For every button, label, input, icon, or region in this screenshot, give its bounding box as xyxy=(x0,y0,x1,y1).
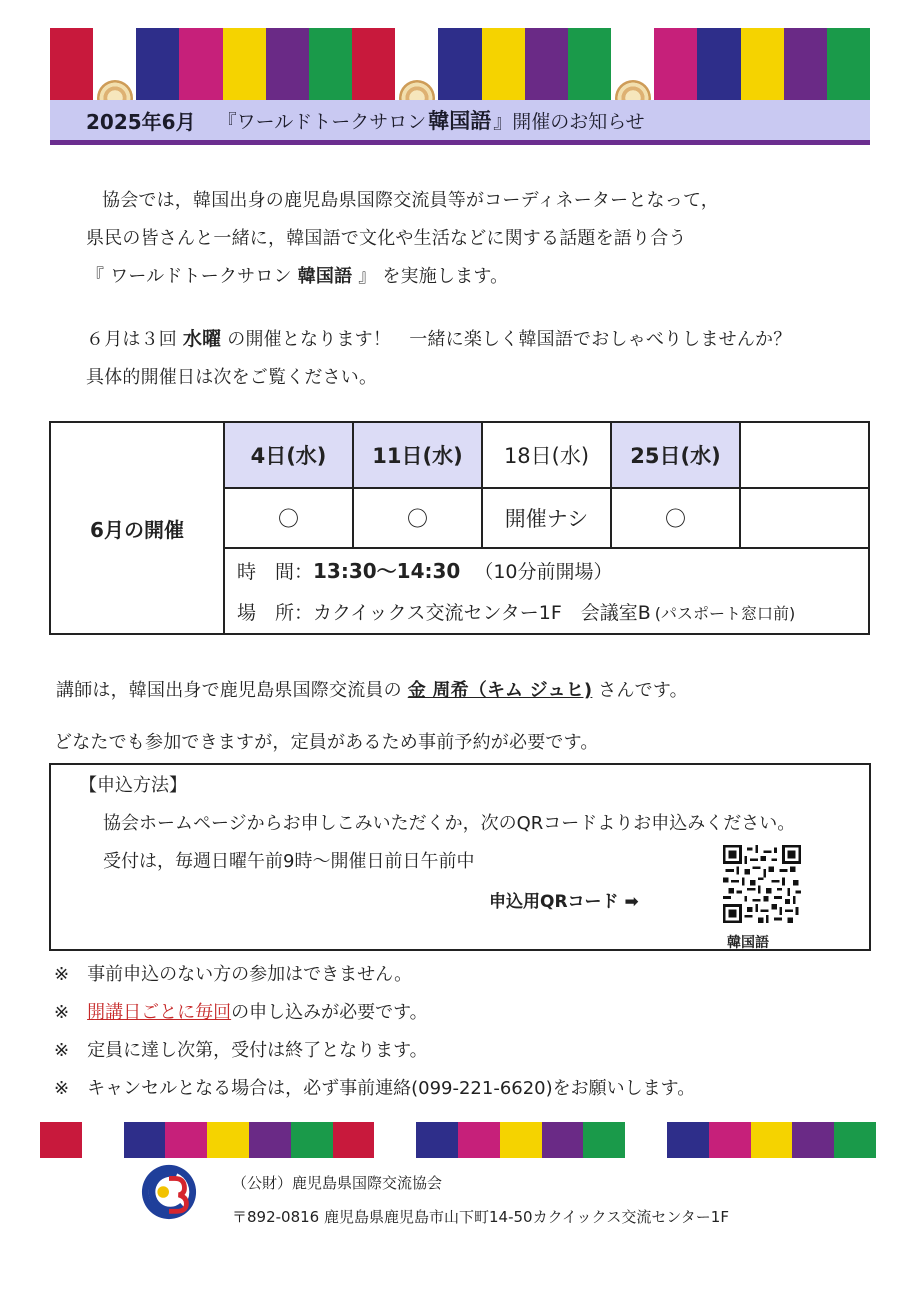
time-label: 時 間： xyxy=(237,561,314,583)
top-decorative-banner xyxy=(50,28,870,100)
place-row xyxy=(237,591,868,633)
banner-stripe xyxy=(834,1122,876,1158)
day-cell: 11日(水) xyxy=(353,422,482,488)
intro-line-3-pre: 『 ワールドトークサロン xyxy=(86,266,298,287)
note-text: の申し込みが必要です。 xyxy=(231,1002,428,1023)
title-post: 』開催のお知らせ xyxy=(493,110,645,133)
apply-line-1: 協会ホームページからお申しこみいただくか，次のQRコードよりお申込みください。 xyxy=(103,813,796,834)
banner-stripe xyxy=(124,1122,166,1158)
schedule-label: 6月の開催 xyxy=(50,422,224,634)
banner-stripe xyxy=(709,1122,751,1158)
banner-stripe xyxy=(416,1122,458,1158)
banner-stripe xyxy=(542,1122,584,1158)
banner-stripe xyxy=(179,28,222,100)
bottom-decorative-banner xyxy=(40,1122,876,1158)
intro-paragraph xyxy=(86,182,719,296)
status-cell xyxy=(740,488,869,548)
banner-stripe xyxy=(266,28,309,100)
status-cell: 〇 xyxy=(611,488,740,548)
teacher-post: さんです。 xyxy=(592,680,688,701)
banner-stripe xyxy=(93,28,136,100)
banner-stripe xyxy=(654,28,697,100)
qr-label: 韓国語 xyxy=(727,935,769,951)
apply-heading: 【申込方法】 xyxy=(79,775,187,796)
banner-stripe xyxy=(207,1122,249,1158)
announce-post: の開催となります！ 一緒に楽しく韓国語でおしゃべりしませんか？ xyxy=(221,329,792,350)
title-date: 2025年6月 xyxy=(86,109,196,134)
banner-stripe xyxy=(352,28,395,100)
apply-box xyxy=(49,763,871,951)
footer-address: 〒892-0816 鹿児島県鹿児島市山下町14-50カクイックス交流センター1F xyxy=(232,1208,729,1226)
schedule-info xyxy=(224,548,869,634)
time-row xyxy=(237,549,868,591)
banner-stripe xyxy=(458,1122,500,1158)
note-mark: ※ xyxy=(54,964,70,985)
note-text: 事前申込のない方の参加はできません。 xyxy=(87,964,413,985)
title-language: 韓国語 xyxy=(428,109,492,133)
announce-line-2: 具体的開催日は次をご覧ください。 xyxy=(86,367,378,388)
banner-stripe xyxy=(525,28,568,100)
banner-stripe xyxy=(395,28,438,100)
banner-stripe xyxy=(291,1122,333,1158)
banner-stripe xyxy=(827,28,870,100)
banner-stripe xyxy=(223,28,266,100)
note-text: キャンセルとなる場合は，必ず事前連絡(099-221-6620)をお願いします。 xyxy=(87,1078,696,1099)
intro-line-3-post: 』 を実施します。 xyxy=(352,266,509,287)
note-item xyxy=(54,960,412,986)
association-logo-icon xyxy=(140,1163,198,1221)
day-cell: 18日(水) xyxy=(482,422,611,488)
banner-stripe xyxy=(667,1122,709,1158)
status-cell: 〇 xyxy=(353,488,482,548)
banner-stripe xyxy=(625,1122,667,1158)
status-cell: 〇 xyxy=(224,488,353,548)
announce-weekday: 水曜 xyxy=(182,328,222,350)
teacher-name: 金 周希（キム ジュヒ) xyxy=(407,680,593,701)
ornament-icon xyxy=(97,80,133,100)
intro-line-2: 県民の皆さんと一緒に，韓国語で文化や生活などに関する話題を語り合う xyxy=(86,228,687,249)
teacher-line xyxy=(56,672,688,710)
announce-line-1 xyxy=(86,320,791,359)
banner-stripe xyxy=(611,28,654,100)
day-cell: 4日(水) xyxy=(224,422,353,488)
intro-line-3 xyxy=(86,258,719,296)
note-text: 定員に達し次第，受付は終了となります。 xyxy=(87,1040,428,1061)
banner-stripe xyxy=(751,1122,793,1158)
banner-stripe xyxy=(568,28,611,100)
banner-stripe xyxy=(249,1122,291,1158)
note-mark: ※ xyxy=(54,1078,70,1099)
intro-line-1: 協会では，韓国出身の鹿児島県国際交流員等がコーディネーターとなって， xyxy=(102,190,719,211)
time-value: 13:30〜14:30 xyxy=(313,559,461,583)
intro-line-3-bold: 韓国語 xyxy=(297,266,353,287)
place-note: (パスポート窓口前) xyxy=(654,604,796,623)
day-cell xyxy=(740,422,869,488)
announce-paragraph xyxy=(86,320,791,397)
banner-stripe xyxy=(309,28,352,100)
note-item xyxy=(54,1036,428,1062)
schedule-table xyxy=(49,421,870,635)
time-note: （10分前開場） xyxy=(474,561,613,583)
day-cell: 25日(水) xyxy=(611,422,740,488)
note-item xyxy=(54,1074,695,1100)
place-label: 場 所： xyxy=(237,602,314,624)
banner-stripe xyxy=(697,28,740,100)
banner-stripe xyxy=(136,28,179,100)
status-cell: 開催ナシ xyxy=(482,488,611,548)
apply-line-2: 受付は，毎週日曜午前9時〜開催日前日午前中 xyxy=(103,851,475,872)
banner-stripe xyxy=(165,1122,207,1158)
qr-code[interactable] xyxy=(719,845,805,923)
banner-stripe xyxy=(50,28,93,100)
note-item xyxy=(54,998,428,1024)
banner-stripe xyxy=(482,28,525,100)
note-emphasis: 開講日ごとに毎回 xyxy=(87,1002,232,1023)
footer-org: （公財）鹿児島県国際交流協会 xyxy=(232,1174,443,1192)
title-pre: 『ワールドトークサロン xyxy=(217,110,427,133)
banner-stripe xyxy=(333,1122,375,1158)
banner-stripe xyxy=(374,1122,416,1158)
banner-stripe xyxy=(792,1122,834,1158)
announce-pre: ６月は３回 xyxy=(86,329,183,350)
teacher-pre: 講師は，韓国出身で鹿児島県国際交流員の xyxy=(56,680,408,701)
banner-stripe xyxy=(583,1122,625,1158)
page-title xyxy=(50,100,870,145)
note-mark: ※ xyxy=(54,1040,70,1061)
place-value: カクイックス交流センター1F 会議室B xyxy=(313,602,651,624)
banner-stripe xyxy=(82,1122,124,1158)
banner-stripe xyxy=(741,28,784,100)
reserve-note: どなたでも参加できますが，定員があるため事前予約が必要です。 xyxy=(54,732,599,753)
banner-stripe xyxy=(500,1122,542,1158)
note-mark: ※ xyxy=(54,1002,70,1023)
banner-stripe xyxy=(40,1122,82,1158)
banner-stripe xyxy=(438,28,481,100)
ornament-icon xyxy=(399,80,435,100)
banner-stripe xyxy=(784,28,827,100)
ornament-icon xyxy=(615,80,651,100)
qr-caption: 申込用QRコード ➡ xyxy=(489,892,639,912)
